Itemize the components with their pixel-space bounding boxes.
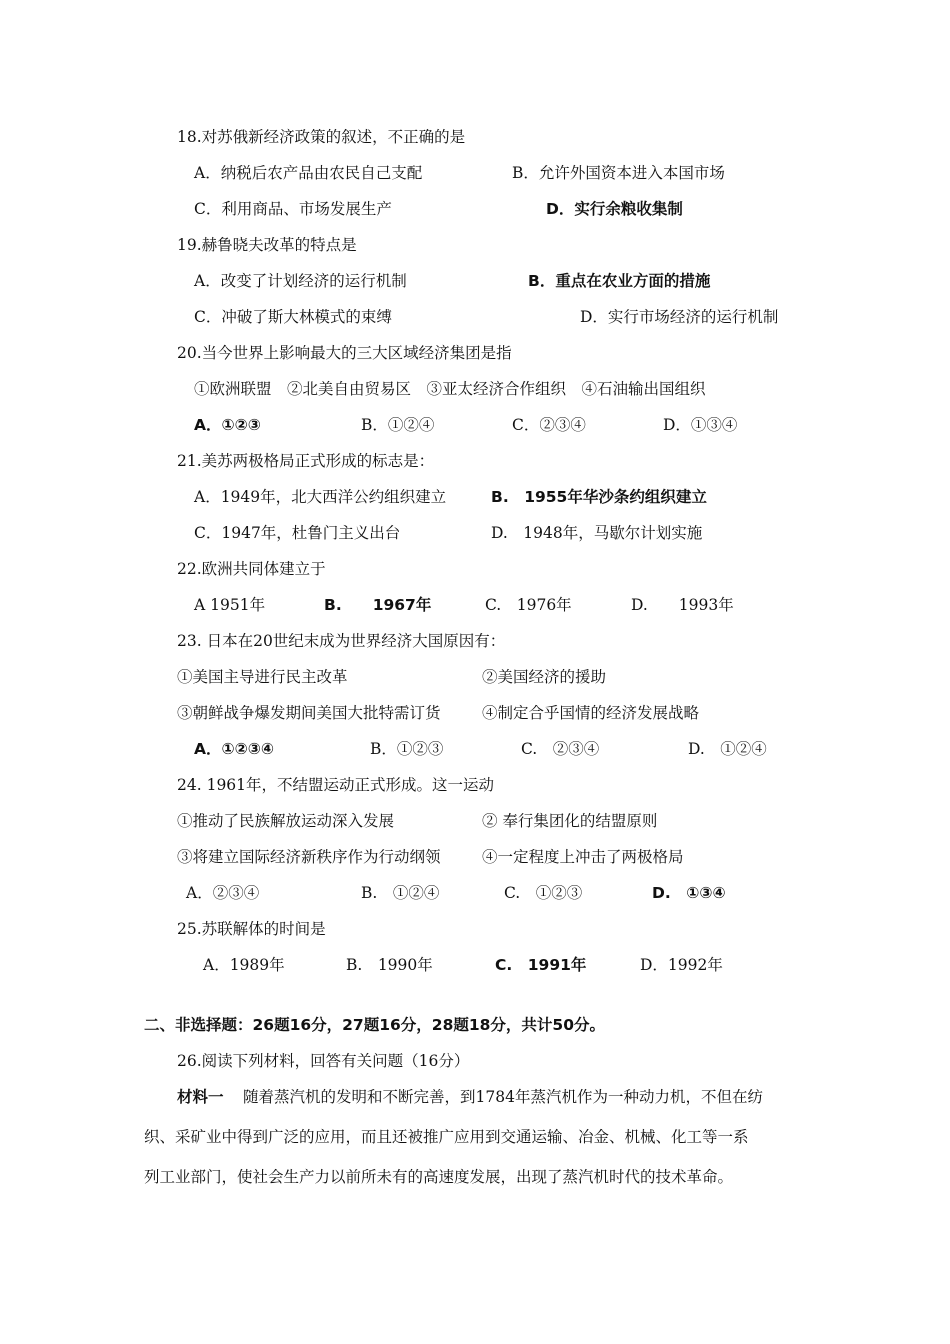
q24-option-a: A．②③④ [186,884,260,902]
q18-option-c: C．利用商品、市场发展生产 [194,200,392,218]
q24-item-3: ③将建立国际经济新秩序作为行动纲领 [177,848,441,866]
q19-stem: 19.赫鲁晓夫改革的特点是 [177,236,357,254]
q23-item-1: ①美国主导进行民主改革 [177,668,348,686]
q21-option-b: B. 1955年华沙条约组织建立 [491,488,707,506]
q19-option-a: A．改变了计划经济的运行机制 [194,272,407,290]
section-2-heading: 二、非选择题：26题16分，27题16分，28题18分，共计50分。 [144,1016,605,1034]
q22-stem: 22.欧洲共同体建立于 [177,560,326,578]
q24-stem: 24. 1961年，不结盟运动正式形成。这一运动 [177,776,495,794]
q25-option-b: B. 1990年 [346,956,433,974]
q26-material-line-1: 随着蒸汽机的发明和不断完善，到1784年蒸汽机作为一种动力机，不但在纺 [243,1088,763,1106]
q18-option-d: D．实行余粮收集制 [546,200,683,218]
q26-stem: 26.阅读下列材料，回答有关问题（16分） [177,1052,470,1070]
q25-stem: 25.苏联解体的时间是 [177,920,326,938]
q26-material-line-2: 织、采矿业中得到广泛的应用，而且还被推广应用到交通运输、冶金、机械、化工等一系 [144,1128,749,1146]
q20-option-d: D．①③④ [663,416,738,434]
q21-option-c: C．1947年，杜鲁门主义出台 [194,524,401,542]
q18-option-a: A．纳税后农产品由农民自己支配 [194,164,423,182]
q24-option-d: D. ①③④ [652,884,726,902]
q26-material-line-3: 列工业部门，使社会生产力以前所未有的高速度发展，出现了蒸汽机时代的技术革命。 [144,1168,734,1186]
q20-option-a: A．①②③ [194,416,261,434]
q24-item-4: ④一定程度上冲击了两极格局 [482,848,684,866]
q23-option-c: C. ②③④ [521,740,600,758]
q19-option-b: B．重点在农业方面的措施 [528,272,711,290]
q22-option-b: B. 1967年 [324,596,432,614]
q24-option-c: C. ①②③ [504,884,583,902]
q23-item-3: ③朝鲜战争爆发期间美国大批特需订货 [177,704,441,722]
q23-option-d: D. ①②④ [688,740,767,758]
q25-option-d: D．1992年 [640,956,723,974]
q23-stem: 23. 日本在20世纪末成为世界经济大国原因有： [177,632,506,650]
q25-option-a: A．1989年 [203,956,285,974]
q21-option-d: D. 1948年，马歇尔计划实施 [491,524,703,542]
q20-stem: 20.当今世界上影响最大的三大区域经济集团是指 [177,344,512,362]
q26-material-label: 材料一 [177,1088,224,1106]
q21-option-a: A．1949年，北大西洋公约组织建立 [194,488,447,506]
q19-option-d: D．实行市场经济的运行机制 [580,308,779,326]
q18-option-b: B．允许外国资本进入本国市场 [512,164,725,182]
q23-option-b: B．①②③ [370,740,444,758]
q20-option-c: C．②③④ [512,416,586,434]
q25-option-c: C. 1991年 [495,956,587,974]
q22-option-a: A 1951年 [194,596,266,614]
q20-option-b: B．①②④ [361,416,435,434]
q23-item-4: ④制定合乎国情的经济发展战略 [482,704,700,722]
q22-option-c: C. 1976年 [485,596,572,614]
q23-item-2: ②美国经济的援助 [482,668,607,686]
q24-item-2: ② 奉行集团化的结盟原则 [482,812,658,830]
q22-option-d: D. 1993年 [631,596,734,614]
q19-option-c: C．冲破了斯大林模式的束缚 [194,308,392,326]
q21-stem: 21.美苏两极格局正式形成的标志是： [177,452,435,470]
q20-items: ①欧洲联盟 ②北美自由贸易区 ③亚太经济合作组织 ④石油输出国组织 [194,380,706,398]
q23-option-a: A．①②③④ [194,740,274,758]
q24-option-b: B. ①②④ [361,884,440,902]
q24-item-1: ①推动了民族解放运动深入发展 [177,812,395,830]
q18-stem: 18.对苏俄新经济政策的叙述，不正确的是 [177,128,466,146]
